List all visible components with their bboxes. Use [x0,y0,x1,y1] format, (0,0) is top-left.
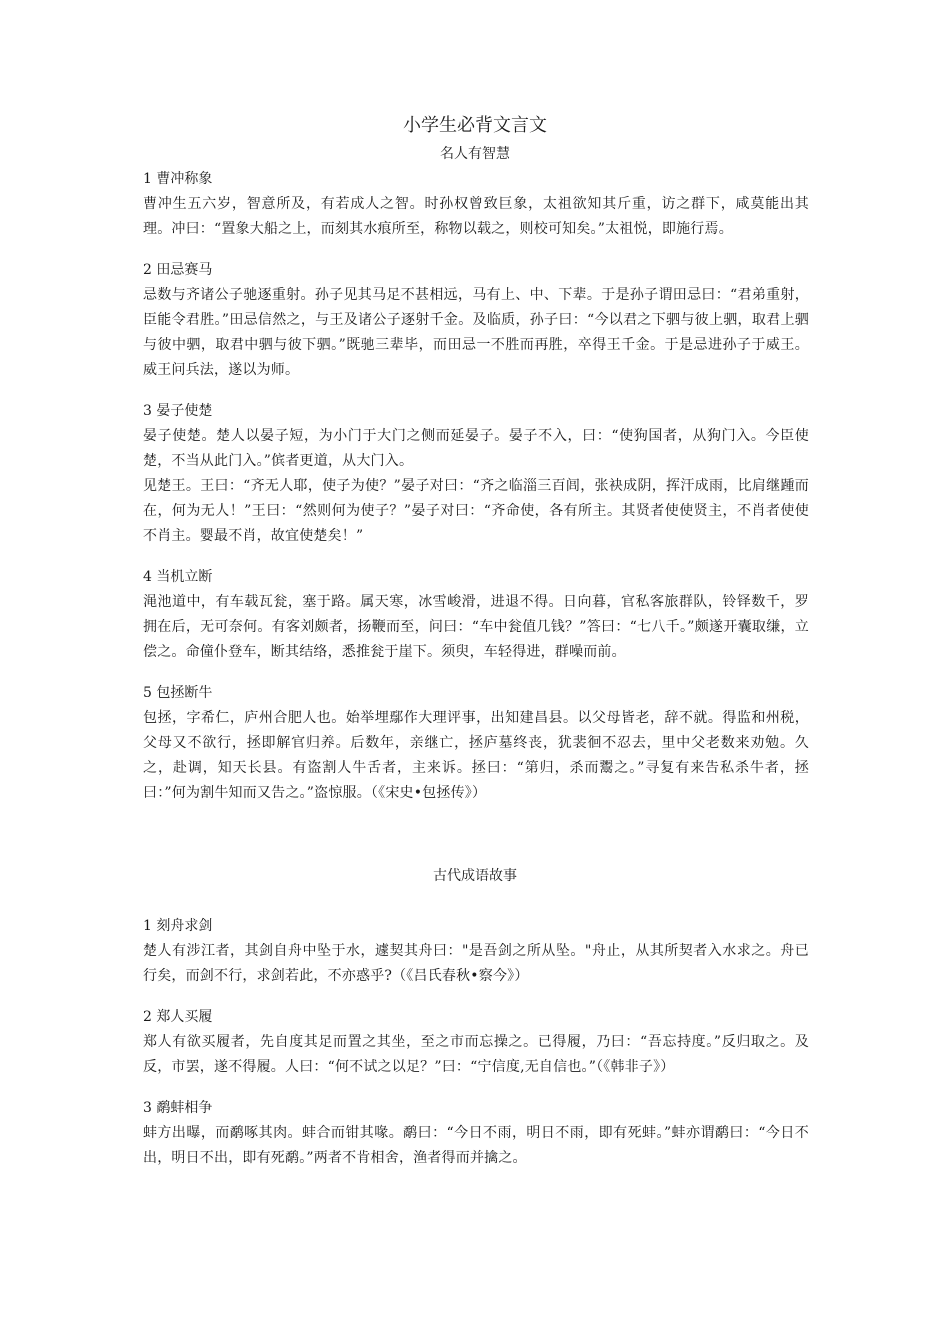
story-text: 郑人有欲买履者，先自度其足而置之其坐，至之市而忘操之。已得履，乃曰：“吾忘持度。”反归取之。及反，市罢，遂不得履。人曰：“何不试之以足？”曰：“宁信度,无自信也。”（《韩非子》） [143,1034,809,1075]
section-heading-idioms: 古代成语故事 [433,868,517,884]
story-tian-ji [143,258,809,383]
story-text: 见楚王。王曰：“齐无人耶，使子为使？”晏子对曰：“齐之临淄三百闾，张袂成阴，挥汗成雨，比肩继踵而在，何为无人！”王曰：“然则何为使子？”晏子对曰：“齐命使，各有所主。其贤者使使贤主，不肖者使使不肖主。婴最不肖，故宜使楚矣！” [143,478,809,544]
story-title: 1 刻舟求剑 [143,918,213,934]
story-text: 蚌方出曝，而鹬啄其肉。蚌合而钳其喙。鹬曰：“今日不雨，明日不雨，即有死蚌。”蚌亦谓鹬曰：“今日不出，明日不出，即有死鹬。”两者不肯相舍，渔者得而并擒之。 [143,1125,809,1166]
story-text: 渑池道中，有车载瓦瓮，塞于路。属天寒，冰雪峻滑，进退不得。日向暮，官私客旅群队，铃铎数千，罗拥在后，无可奈何。有客刘颇者，扬鞭而至，问曰：“车中瓮值几钱？”答曰：“七八千。”颇遂开囊取缣，立偿之。命僮仆登车，断其结络，悉推瓮于崖下。须臾，车轻得进，群噪而前。 [143,594,809,660]
story-title: 2 郑人买履 [143,1009,213,1025]
story-title: 1 曹冲称象 [143,171,213,187]
story-title: 2 田忌赛马 [143,262,213,278]
story-text: 忌数与齐诸公子驰逐重射。孙子见其马足不甚相远，马有上、中、下辈。于是孙子谓田忌曰：“君弟重射，臣能令君胜。”田忌信然之，与王及诸公子逐射千金。及临质，孙子曰：“今以君之下驷与彼上驷，取君上驷与彼中驷，取君中驷与彼下驷。”既驰三辈毕，而田忌一不胜而再胜，卒得王千金。于是忌进孙子于威王。威王问兵法，遂以为师。 [143,287,809,378]
section-idioms [143,914,809,1171]
section-heading-famous-people: 名人有智慧 [440,146,510,162]
story-text: 楚人有涉江者，其剑自舟中坠于水，遽契其舟曰："是吾剑之所从坠。"舟止，从其所契者入水求之。舟已行矣，而剑不行，求剑若此，不亦惑乎?（《吕氏春秋•察今》） [143,943,809,984]
story-buy-shoes [143,1005,809,1080]
story-decisive [143,565,809,665]
section-famous-people [143,167,809,806]
story-title: 3 晏子使楚 [143,403,213,419]
story-cao-chong [143,167,809,242]
story-mark-boat [143,914,809,989]
story-bao-zheng [143,681,809,806]
story-title: 5 包拯断牛 [143,685,213,701]
story-text: 晏子使楚。楚人以晏子短，为小门于大门之侧而延晏子。晏子不入，曰：“使狗国者，从狗门入。今臣使楚，不当从此门入。”傧者更道，从大门入。 [143,428,809,469]
story-title: 4 当机立断 [143,569,213,585]
document-title: 小学生必背文言文 [403,115,547,136]
story-text: 包拯，字希仁，庐州合肥人也。始举埋鄢作大理评事，出知建昌县。以父母皆老，辞不就。得监和州税，父母又不欲行，拯即解官归养。后数年，亲继亡，拯庐墓终丧，犹裴徊不忍去，里中父老数来劝勉。久之，赴调，知天长县。有盗割人牛舌者，主来诉。拯曰：“第归，杀而鬻之。”寻复有来告私杀牛者，拯曰：”何为割牛知而又告之。”盗惊服。（《宋史•包拯传》） [143,710,809,801]
story-yanzi [143,399,809,549]
story-snipe-clam [143,1096,809,1171]
story-text: 曹冲生五六岁，智意所及，有若成人之智。时孙权曾致巨象，太祖欲知其斤重，访之群下，咸莫能出其理。冲曰：“置象大船之上，而刻其水痕所至，称物以载之，则校可知矣。”太祖悦，即施行焉。 [143,196,809,237]
story-title: 3 鹬蚌相争 [143,1100,213,1116]
